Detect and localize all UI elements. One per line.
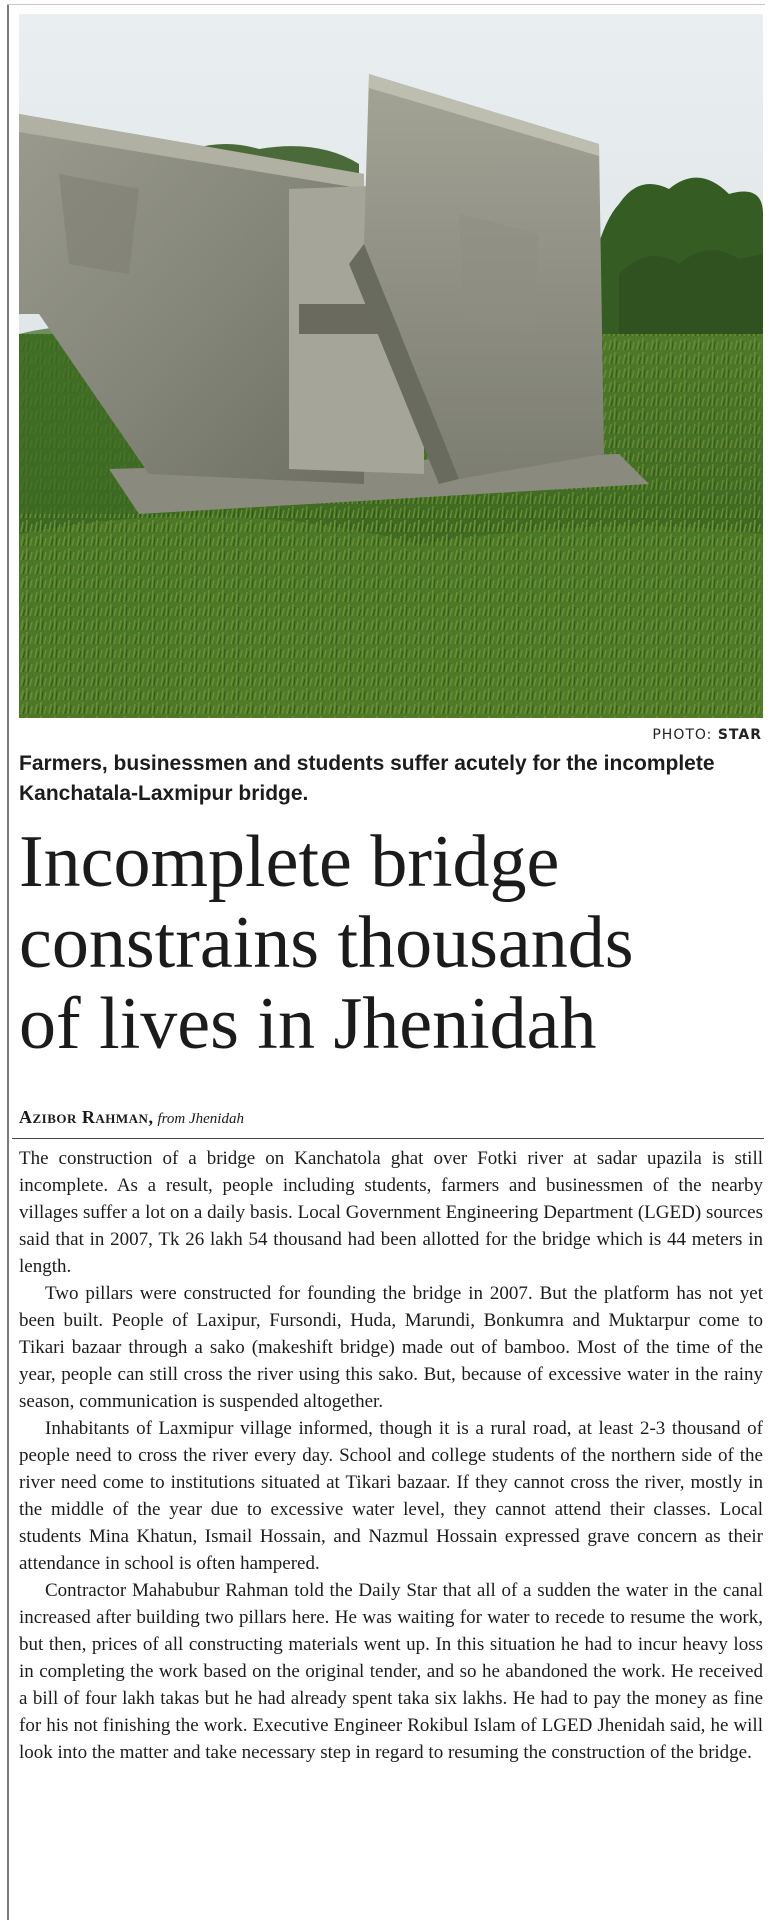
photo-credit-source: STAR <box>717 727 762 743</box>
paragraph: Inhabitants of Laxmipur village informed, though it is a rural road, at least 2-3 thousand of people need to cross the river every day. School and college students of the northern side of the river need come to institutions situated at Tikari bazaar. If they cannot cross the river, mostly in the middle of the year due to excessive water level, they cannot attend their classes. Local students Mina Khatun, Ismail Hossain, and Nazmul Hossain expressed grave concern as their attendance in school is often hampered. <box>19 1418 763 1574</box>
top-rule <box>7 4 765 5</box>
column-rule <box>7 4 9 1920</box>
byline-rule <box>12 1138 764 1139</box>
headline <box>19 822 764 1065</box>
byline <box>19 1107 244 1128</box>
photo-credit-prefix: PHOTO: <box>652 727 713 743</box>
article-body <box>19 1145 763 1766</box>
headline-line-2: constrains thousands <box>19 902 634 984</box>
author-location: from Jhenidah <box>157 1111 244 1127</box>
headline-line-1: Incomplete bridge <box>19 821 560 903</box>
concrete-bridge-pillars-photo <box>19 14 763 718</box>
paragraph: The construction of a bridge on Kanchatola ghat over Fotki river at sadar upazila is still incomplete. As a result, people including students, farmers and businessmen of the nearby villages suffer a lot on a daily basis. Local Government Engineering Department (LGED) sources said that in 2007, Tk 26 lakh 54 thousand had been allotted for the bridge which is 44 meters in length. <box>19 1148 763 1277</box>
paragraph: Two pillars were constructed for founding the bridge in 2007. But the platform has not yet been built. People of Laxipur, Fursondi, Huda, Marundi, Bonkumra and Muktarpur come to Tikari bazaar through a sako (makeshift bridge) made out of bamboo. Most of the time of the year, people can still cross the river using this sako. But, because of excessive water in the rainy season, communication is suspended altogether. <box>19 1283 763 1412</box>
author-name: Azibor Rahman, <box>19 1107 154 1127</box>
photo-caption: Farmers, businessmen and students suffer acutely for the incomplete Kanchatala-Laxmipur bridge. <box>19 752 715 805</box>
photo-credit <box>652 727 762 743</box>
headline-line-3: of lives in Jhenidah <box>19 983 597 1065</box>
paragraph: Contractor Mahabubur Rahman told the Daily Star that all of a sudden the water in the canal increased after building two pillars here. He was waiting for water to recede to resume the work, but then, prices of all constructing materials went up. In this situation he had to incur heavy loss in completing the work based on the original tender, and so he abandoned the work. He received a bill of four lakh takas but he had already spent taka six lakhs. He had to pay the money as fine for his not finishing the work. Executive Engineer Rokibul Islam of LGED Jhenidah said, he will look into the matter and take necessary step in regard to resuming the construction of the bridge. <box>19 1580 763 1763</box>
article-photo <box>19 14 763 718</box>
